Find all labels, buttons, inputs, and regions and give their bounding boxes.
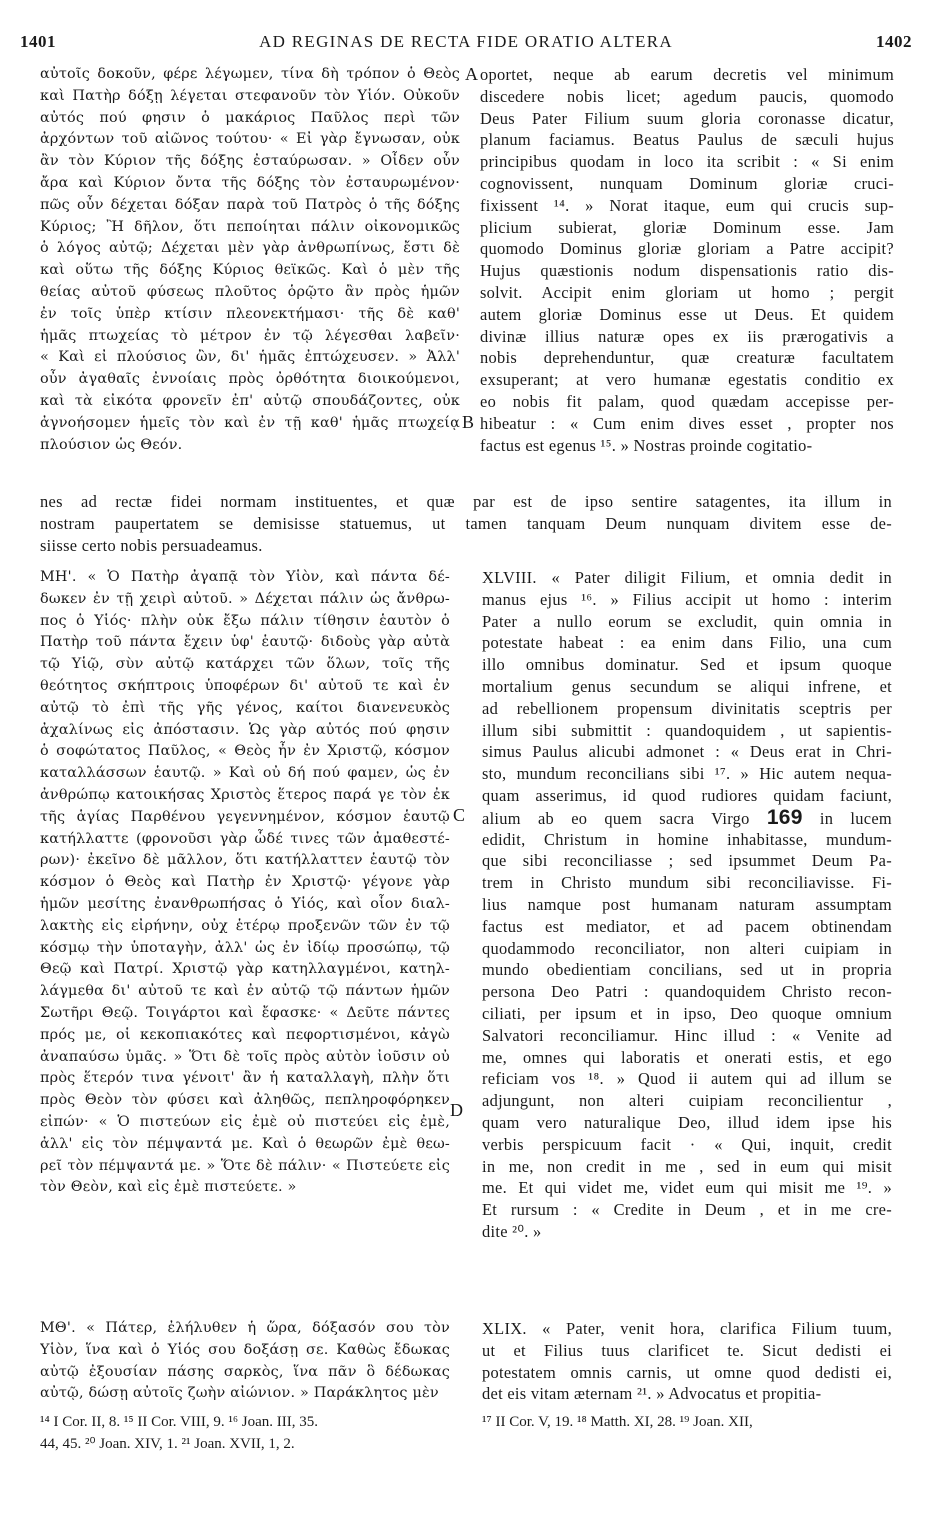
greek-text-line: πρὸς ἕτερόν τινα γένοιτ' ἂν ἡ καταλλαγὴ, πλὴν ὅτι	[40, 1070, 450, 1087]
latin-text-line: factus est mediator, et ad pacem obtinendam	[482, 916, 892, 936]
greek-text-line: πρός με, οἱ κεκοπιακότες καὶ πεφορτισμένοι, κἀγὼ	[40, 1026, 450, 1043]
right-page-number: 1402	[876, 32, 912, 51]
section-marker-c: C	[453, 805, 466, 825]
latin-text-line: Et rursum : « Credite in Deum , et in me cre-	[482, 1200, 892, 1220]
latin-text-line: solvit. Accipit enim gloriam ut homo ; pergit	[480, 282, 894, 302]
latin-text-line: autem gloriæ Dominus esse ut Deus. Et quidem	[480, 304, 894, 324]
latin-text-line: XLIX. « Pater, venit hora, clarifica Filium tuum,	[482, 1319, 892, 1338]
latin-text-line: Deus Pater Filium suum gloria coronasse dicatur,	[480, 108, 894, 128]
latin-text-line: siisse certo nobis persuadeamus.	[40, 535, 263, 555]
greek-text-line: ὁ λόγος αὐτῷ; Δέχεται μὲν γὰρ ἀνθρωπίνως, ἔστι δὲ	[40, 240, 460, 257]
running-title: AD REGINAS DE RECTA FIDE ORATIO ALTERA	[259, 32, 673, 51]
greek-text-line: αὐτῷ, δώσῃ αὐτοῖς ζωὴν αἰώνιον. » Παράκλητος μὲν	[40, 1385, 439, 1402]
greek-text-line: πῶς οὖν δέχεται δόξαν παρὰ τοῦ Πατρὸς ὁ τῆς δόξης	[40, 196, 460, 213]
greek-text-line: οὖν ἀγαθαῖς ἐννοίαις πρὸς ὀρθότητα διοικούμενοι,	[40, 371, 460, 388]
latin-text-line: me, omnes qui laboratis et onerati estis, et ego	[482, 1047, 892, 1067]
latin-text-line: lius namque post humanam naturam assumptam	[482, 894, 892, 914]
greek-text-line: ἐν τοῖς ὑπὲρ κτίσιν πλεονεκτήμασι· τῆς δὲ καθ'	[40, 305, 460, 322]
latin-text-line: principibus quodam in loco ita scribit : « Si enim	[480, 152, 894, 172]
greek-text-line: κόσμῳ τὴν ὑποταγὴν, ἀλλ' ὡς ἐν ἰδίῳ προσώπῳ, τῷ	[40, 939, 450, 956]
greek-text-line: ἀναπαύσω ὑμᾶς. » Ὅτι δὲ τοῖς πρὸς αὐτὸν ἰοῦσιν οὐ	[40, 1048, 450, 1065]
latin-text-line: nobis deprehenduntur, quæ creaturæ facultatem	[480, 348, 894, 368]
running-header	[20, 32, 912, 56]
latin-text-line: discedere nobis licet; agedum paucis, quomodo	[480, 86, 894, 106]
latin-text-line: quam vero naturalique Deo, illud idem ipse his	[482, 1112, 892, 1132]
footnotes-left-line-2: 44, 45. ²⁰ Joan. XIV, 1. ²¹ Joan. XVII, 1, 2.	[40, 1436, 295, 1452]
greek-text-line: αὐτοῖς δοκοῦν, φέρε λέγωμεν, τίνα δὴ τρόπον ὁ Θεὸς	[40, 66, 460, 82]
section-marker-b: B	[462, 412, 475, 432]
latin-text-line: potestate habeat : ea enim dans Filio, una cum	[482, 633, 892, 653]
latin-text-line: trem in Christo mundum sibi reconciliavisse. Fi-	[482, 873, 892, 893]
latin-text-line: me. Et qui videt me, videt eum qui misit me ¹⁹. »	[482, 1178, 892, 1198]
greek-text-line: καταλλάσσων ἑαυτῷ. » Καὶ οὐ δή πού φαμεν, ὡς ἐν	[40, 765, 450, 782]
latin-text-line: eo nobis fit palam, quod quædam accepisse per-	[480, 391, 894, 411]
greek-text-line: εἰπών· « Ὁ πιστεύων εἰς ἐμὲ οὐ πιστεύει εἰς ἐμὲ,	[40, 1113, 450, 1130]
greek-text-line: καὶ Πατὴρ δόξῃ λέγεται στεφανοῦν τὸν Υἱόν. Οὐκοῦν	[40, 87, 460, 104]
latin-text-segment: alium ab eo quem sacra Virgo	[482, 808, 767, 828]
greek-text-line: τῷ Υἱῷ, σὺν αὐτῷ κατάρχει τῶν ὅλων, τοῖς τῆς	[40, 656, 450, 673]
latin-text-line: nes ad rectæ fidei normam instituentes, et quæ par est de ipso sentire satagentes, ita illum in	[40, 492, 892, 511]
greek-text-line: ἡμᾶς πτωχείας τὸ μέτρον ἐν τῷ λέγεσθαι λαβεῖν·	[40, 327, 460, 344]
latin-text-line-with-folio	[482, 807, 892, 829]
greek-column-top	[40, 64, 460, 456]
latin-text-line: simus Paulus alicubi admonet : « Deus erat in Chri-	[482, 742, 892, 762]
latin-text-line: quodammodo reconciliator, non alteri cuipiam in	[482, 938, 892, 958]
latin-text-line: oportet, neque ab earum decretis vel minimum	[480, 65, 894, 84]
latin-full-width	[40, 491, 892, 556]
latin-text-line: manus ejus ¹⁶. » Filius accipit ut homo : interim	[482, 589, 892, 609]
greek-text-line: αὐτός πού φησιν ὁ μακάριος Παῦλος περὶ τῶν	[40, 109, 460, 126]
latin-text-line: Pater a nullo eorum se excludit, quin omnia in	[482, 611, 892, 631]
latin-text-line: Hujus quæstionis nodum dispensationis ratio dis-	[480, 261, 894, 281]
latin-text-line: verbis perspicuum facit · « Qui, inquit, credit	[482, 1134, 892, 1154]
section-marker-d: D	[450, 1100, 463, 1120]
latin-text-line: ut et Filius tuus clarificet te. Sicut dedisti ei	[482, 1340, 892, 1360]
latin-text-line: quam asserimus, id quod rudiores quidam faciunt,	[482, 785, 892, 805]
greek-text-line: λακτὴς εἰς εἰρήνην, οὐχ ἑτέρῳ προξενῶν τῶν ἐν τῷ	[40, 917, 450, 934]
latin-text-line: ciliati, per ipsum et in ipso, Deo quoque omnium	[482, 1003, 892, 1023]
greek-text-line: ΜΗ'. « Ὁ Πατὴρ ἀγαπᾷ τὸν Υἱὸν, καὶ πάντα δέ-	[40, 569, 450, 585]
latin-text-line: ad rebellionem propensum divinitatis sceptris per	[482, 698, 892, 718]
latin-text-line: XLVIII. « Pater diligit Filium, et omnia dedit in	[482, 568, 892, 587]
greek-text-line: κατήλλαττε (φρονοῦσι γὰρ ὧδέ τινες τῶν ἀμαθεστέ-	[40, 830, 450, 847]
greek-text-line: πλούσιον ὡς Θεόν.	[40, 436, 183, 453]
latin-text-line: mundo obedientiam concilians, sed ut in propria	[482, 960, 892, 980]
latin-section-49	[482, 1318, 892, 1405]
latin-text-line: dite ²⁰. »	[482, 1221, 542, 1241]
greek-text-line: πος ὁ Υἱός· πλὴν οὐκ ἔξω πάλιν τίθησιν ἑαυτὸν ὁ	[40, 612, 450, 629]
latin-text-line: mortalium genus secundum se aliqui infrene, et	[482, 676, 892, 696]
greek-text-line: τὸν Θεὸν, καὶ εἰς ἐμὲ πιστεύετε. »	[40, 1179, 297, 1196]
greek-text-line: λάγμεθα δι' αὐτοῦ τε καὶ ἐν αὐτῷ τῷ πάντων ἡμῶν	[40, 983, 450, 1000]
greek-text-line: ρεῖ τὸν πέμψαντά με. » Ὅτε δὲ πάλιν· « Πιστεύετε εἰς	[40, 1157, 450, 1174]
greek-text-line: ἡμῶν μεσίτης ἐνανθρωπήσας ὁ Υἱός, καὶ οἷον διαλ-	[40, 895, 450, 912]
greek-text-line: ἂν τὸν Κύριον τῆς δόξης ἐσταύρωσαν. » Οἶδεν οὖν	[40, 153, 460, 170]
greek-text-line: Θεῷ καὶ Πατρί. Χριστῷ γὰρ κατηλλαγμένοι, κατηλ-	[40, 961, 450, 978]
greek-text-line: ἄρα καὶ Κύριον ὄντα τῆς δόξης τὸν ἐσταυρωμένον·	[40, 174, 460, 191]
greek-text-line: θεότητος σκήπτροις ὑποφέρων δι' αὐτοῦ τε καὶ ἐν	[40, 677, 450, 694]
greek-text-line: καὶ οὕτω τῆς δόξης Κύριος θεϊκῶς. Καὶ ὁ μὲν τῆς	[40, 262, 460, 279]
latin-text-line: plicium subierat, gloriæ Dominum esse. Jam	[480, 217, 894, 237]
greek-text-line: ἀχαλίνως εἰς ἀπόστασιν. Ὡς γὰρ αὐτός πού φησιν	[40, 721, 450, 738]
greek-text-line: Σωτῆρι Θεῷ. Τοιγάρτοι καὶ ἔφασκε· « Δεῦτε πάντες	[40, 1004, 450, 1021]
latin-text-line: illo omnibus dominatur. Sed et ipsum quoque	[482, 655, 892, 675]
greek-text-line: δωκεν ἐν τῇ χειρὶ αὐτοῦ. » Δέχεται πάλιν ὡς ἄνθρω-	[40, 590, 450, 607]
latin-text-line: exsuperant; at vero humanæ egestatis conditio ex	[480, 370, 894, 390]
greek-text-line: ὁ σοφώτατος Παῦλος, « Θεὸς ἦν ἐν Χριστῷ, κόσμον	[40, 743, 450, 760]
section-marker-a: A	[465, 64, 478, 84]
greek-text-line: ἀνθρώπῳ κατοικήσας Χριστὸς ἕτερος παρά γε τὸν ἐκ	[40, 786, 450, 803]
latin-text-segment: in lucem	[802, 808, 892, 828]
greek-text-line: πρὸς Θεὸν τὸν φύσει καὶ ἀληθῶς, πεπληροφόρηκεν	[40, 1092, 450, 1109]
greek-text-line: Πατὴρ τοῦ πάντα ἔχειν ὑφ' ἑαυτῷ· διδοὺς γὰρ αὐτὰ	[40, 634, 450, 651]
latin-text-line: fixissent ¹⁴. » Norat itaque, eum qui crucis sup-	[480, 195, 894, 215]
latin-text-line: factus est egenus ¹⁵. » Nostras proinde cogitatio-	[480, 435, 813, 455]
latin-text-line: nostram paupertatem se demisisse statuemus, ut tamen tanquam Deum nunquam divitem esse de-	[40, 513, 892, 533]
greek-text-line: αὐτῷ τὸ ἐπὶ τῆς γῆς γένος, καίτοι διανενευκὸς	[40, 699, 450, 716]
greek-section-48	[40, 567, 450, 1199]
greek-text-line: τῆς ἁγίας Παρθένου γεγεννημένον, κόσμον ἑαυτῷ	[40, 808, 450, 825]
latin-text-line: Salvatori reconciliamur. Hinc illud : « Venite ad	[482, 1025, 892, 1045]
greek-text-line: Κύριος; Ἢ δῆλον, ὅτι πεποίηται πάλιν οἰκονομικῶς	[40, 218, 460, 235]
greek-text-line: ἀρχόντων τοῦ αἰῶνος τούτου· « Εἰ γὰρ ἔγνωσαν, οὐκ	[40, 131, 460, 148]
latin-text-line: det eis vitam æternam ²¹. » Advocatus et propitia-	[482, 1384, 822, 1404]
latin-text-line: edidit, Christum in homine inhabitasse, mundum-	[482, 829, 892, 849]
footnotes-right-line-1: ¹⁷ II Cor. V, 19. ¹⁸ Matth. XI, 28. ¹⁹ Joan. XII,	[482, 1414, 753, 1430]
latin-column-top	[480, 64, 894, 456]
greek-text-line: θείας αὐτοῦ φύσεως πλοῦτος ὁρῷτο ἂν πρὸς ἡμῶν	[40, 283, 460, 300]
latin-text-line: in me, non credit in me , sed in eum qui misit	[482, 1156, 892, 1176]
greek-text-line: ἀλλ' εἰς τὸν πέμψαντά με. Καὶ ὁ θεωρῶν ἐμὲ θεω-	[40, 1135, 450, 1152]
greek-text-line: ἀγνοήσομεν ἡμεῖς τὸν καὶ ἐν τῇ καθ' ἡμᾶς πτωχείᾳ	[40, 414, 460, 431]
latin-text-line: sto, mundum reconcilians sibi ¹⁷. » Hic autem nequa-	[482, 764, 892, 784]
latin-text-line: planum faciamus. Beatus Paulus de sæculi hujus	[480, 130, 894, 150]
greek-text-line: αὐτῷ ἐξουσίαν πάσης σαρκὸς, ἵνα πᾶν ὃ δέδωκας	[40, 1363, 450, 1380]
latin-text-line: cognovissent, nunquam Dominum gloriæ cruci-	[480, 173, 894, 193]
greek-text-line: « Καὶ εἰ πλούσιος ὢν, δι' ἡμᾶς ἐπτώχευσεν. » Ἀλλ'	[40, 349, 460, 366]
latin-text-line: que sibi reconciliasse ; sed ipsummet Deum Pa-	[482, 851, 892, 871]
greek-text-line: Υἱὸν, ἵνα καὶ ὁ Υἱός σου δοξάσῃ σε. Καθὼς ἔδωκας	[40, 1341, 450, 1358]
latin-text-line: illum sibi submittit : quandoquidem , ut sapientis-	[482, 720, 892, 740]
greek-text-line: ΜΘ'. « Πάτερ, ἐλήλυθεν ἡ ὥρα, δόξασόν σου τὸν	[40, 1320, 450, 1336]
greek-text-line: ρων)· ἐκεῖνο δὲ μᾶλλον, ὅτι κατήλλαττεν ἑαυτῷ τὸν	[40, 852, 450, 869]
left-page-number: 1401	[20, 32, 56, 51]
latin-text-line: potestatem omnis carnis, ut omne quod dedisti ei,	[482, 1362, 892, 1382]
latin-text-line: divinæ illius naturæ opes ex iis prærogativis a	[480, 326, 894, 346]
folio-number: 169	[766, 805, 803, 829]
footnotes-left-line-1: ¹⁴ I Cor. II, 8. ¹⁵ II Cor. VIII, 9. ¹⁶ Joan. III, 35.	[40, 1414, 319, 1430]
greek-text-line: καὶ τὰ εἰκότα φρονεῖν ἐπ' αὐτῷ σπουδάζοντες, οὐκ	[40, 392, 460, 409]
latin-text-line: reficiam vos ¹⁸. » Quod ii autem qui ad illum se	[482, 1069, 892, 1089]
latin-text-line: hibeatur : « Cum enim dives esset , propter nos	[480, 413, 894, 433]
latin-text-line: adjungunt, non alteri cuipiam reconcilientur ,	[482, 1091, 892, 1111]
greek-section-49	[40, 1318, 450, 1405]
latin-section-48	[482, 567, 892, 1243]
latin-text-line: persona Deo Patri : quandoquidem Christo recon-	[482, 982, 892, 1002]
latin-text-line: quomodo Dominus gloriæ gloriam a Patre accipit?	[480, 239, 894, 259]
greek-text-line: κόσμον ὁ Θεὸς καὶ Πατὴρ ἐν Χριστῷ· γέγονε γὰρ	[40, 874, 450, 891]
